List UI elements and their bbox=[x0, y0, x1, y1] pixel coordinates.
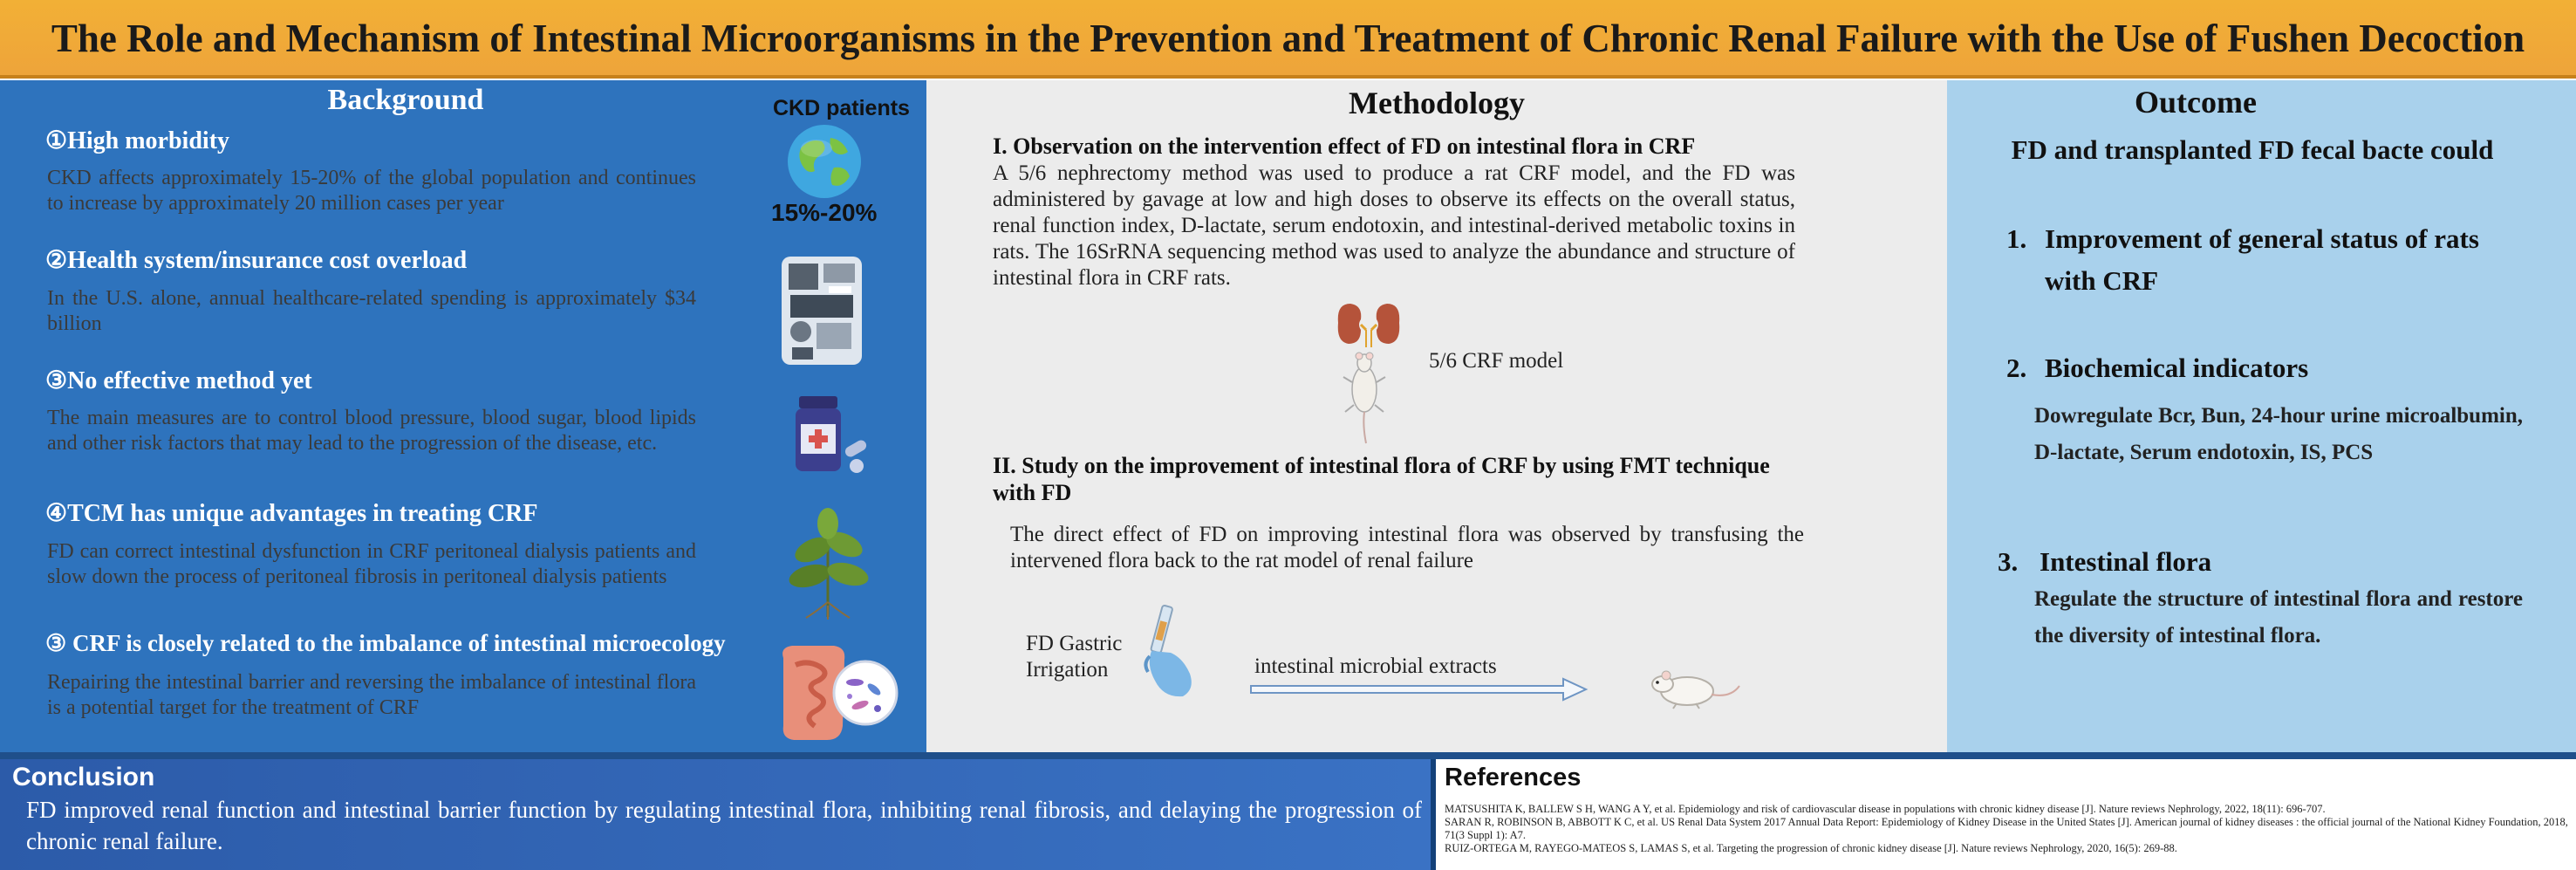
background-item-text: The main measures are to control blood pressure, blood sugar, blood lipids and other risk factors that may lead to the progression of the disease, etc. bbox=[47, 407, 696, 455]
background-item-title: ③No effective method yet bbox=[45, 367, 312, 394]
gastric-label: FD Gastric bbox=[1026, 632, 1123, 655]
outcome-item-number: 2. bbox=[2006, 353, 2027, 383]
arrow-label: intestinal microbial extracts bbox=[1254, 654, 1497, 678]
gastric-irrigation-icon bbox=[1125, 602, 1199, 703]
methodology-section2-title: II. Study on the improvement of intestinal flora of CRF by using FMT technique with FD bbox=[993, 453, 1770, 505]
outcome-item-text: Regulate the structure of intestinal flora and restore the diversity of intestinal flora. bbox=[2034, 587, 2523, 647]
methodology-section1-title: I. Observation on the intervention effect of FD on intestinal flora in CRF bbox=[993, 134, 1696, 159]
gastric-label: Irrigation bbox=[1026, 658, 1109, 682]
reference-item: RUIZ-ORTEGA M, RAYEGO-MATEOS S, LAMAS S, et al. Targeting the progression of chronic kidney disease [J]. Nature reviews Nephrology, 2020, 16(5): 269-88. bbox=[1445, 842, 2177, 854]
background-item-title: ②Health system/insurance cost overload bbox=[45, 247, 468, 274]
poster-title: The Role and Mechanism of Intestinal Microorganisms in the Prevention and Treatment of Chronic Renal Failure with the Use of Fushen Decoction bbox=[51, 17, 2525, 60]
medicine-bottle-icon bbox=[790, 393, 871, 476]
references-heading: References bbox=[1445, 764, 1582, 791]
arrow-right-icon bbox=[1249, 677, 1589, 702]
outcome-item-title: Intestinal flora bbox=[2040, 546, 2212, 577]
title-bar bbox=[0, 0, 2576, 79]
outcome-subtitle: FD and transplanted FD fecal bacte could bbox=[2011, 134, 2494, 165]
outcome-heading: Outcome bbox=[2135, 85, 2257, 120]
background-heading: Background bbox=[327, 84, 484, 116]
background-item-text: FD can correct intestinal dysfunction in CRF peritoneal dialysis patients and slow down the process of peritoneal fibrosis in peritoneal dialysis patients bbox=[47, 540, 696, 588]
outcome-item-title: Improvement of general status of rats with CRF bbox=[2045, 223, 2479, 296]
conclusion-text: FD improved renal function and intestinal barrier function by regulating intestinal flora, inhibiting renal fibrosis, and delaying the progression of chronic renal failure. bbox=[26, 797, 1422, 854]
outcome-item-number: 1. bbox=[2006, 223, 2027, 254]
hospital-cost-icon bbox=[775, 251, 869, 370]
background-item-title: ③ CRF is closely related to the imbalance of intestinal microecology bbox=[45, 630, 726, 656]
section-divider bbox=[0, 752, 2576, 759]
background-item-text: CKD affects approximately 15-20% of the global population and continues to increase by approximately 20 million cases per year bbox=[47, 167, 696, 215]
methodology-heading: Methodology bbox=[1349, 86, 1525, 120]
methodology-section2-text: The direct effect of FD on improving intestinal flora was observed by transfusing the intervened flora back to the rat model of renal failure bbox=[1010, 523, 1804, 572]
conclusion-heading: Conclusion bbox=[12, 763, 155, 791]
outcome-item-title: Biochemical indicators bbox=[2045, 353, 2309, 383]
kidneys-icon bbox=[1331, 298, 1406, 349]
background-item-title: ①High morbidity bbox=[45, 127, 230, 154]
ckd-patients-label: CKD patients bbox=[773, 96, 910, 120]
methodology-section1-text: A 5/6 nephrectomy method was used to produce a rat CRF model, and the FD was administered by gavage at low and high doses to observe its effects on the overall status, renal function index, D-lactate, serum endotoxin, and intestinal-derived metabolic toxins in rats. The 16SrRNA sequencing method was used to analyze the abundance and structure of intestinal flora in CRF rats. bbox=[993, 161, 1795, 290]
background-item-text: In the U.S. alone, annual healthcare-related spending is approximately $34 billion bbox=[47, 287, 696, 335]
outcome-item-number: 3. bbox=[1998, 546, 2019, 577]
reference-item: MATSUSHITA K, BALLEW S H, WANG A Y, et al. Epidemiology and risk of cardiovascular disease in populations with chronic kidney disease [J]. Nature reviews Nephrology, 2022, 18(11): 696-707. bbox=[1445, 803, 2326, 815]
background-item-text: Repairing the intestinal barrier and reversing the imbalance of intestinal flora is a potential target for the treatment of CRF bbox=[47, 671, 696, 719]
herb-plant-icon bbox=[780, 499, 876, 621]
rat-model-icon bbox=[1338, 347, 1390, 445]
references-list bbox=[1445, 803, 2570, 855]
outcome-item-text: Dowregulate Bcr, Bun, 24-hour urine microalbumin, D-lactate, Serum endotoxin, IS, PCS bbox=[2034, 404, 2523, 464]
globe-icon bbox=[785, 122, 864, 201]
ckd-percent: 15%-20% bbox=[771, 199, 878, 226]
model-label: 5/6 CRF model bbox=[1429, 349, 1564, 373]
rat-icon bbox=[1647, 660, 1743, 712]
background-item-title: ④TCM has unique advantages in treating CRF bbox=[45, 500, 538, 527]
reference-item: SARAN R, ROBINSON B, ABBOTT K C, et al. US Renal Data System 2017 Annual Data Report: Epidemiology of Kidney Disease in the United States [J]. American journal of kidney diseases : the official journal of the National Kidney Foundation, 2018, 71(3 Suppl 1): A7. bbox=[1445, 816, 2568, 841]
intestine-icon bbox=[773, 639, 902, 750]
